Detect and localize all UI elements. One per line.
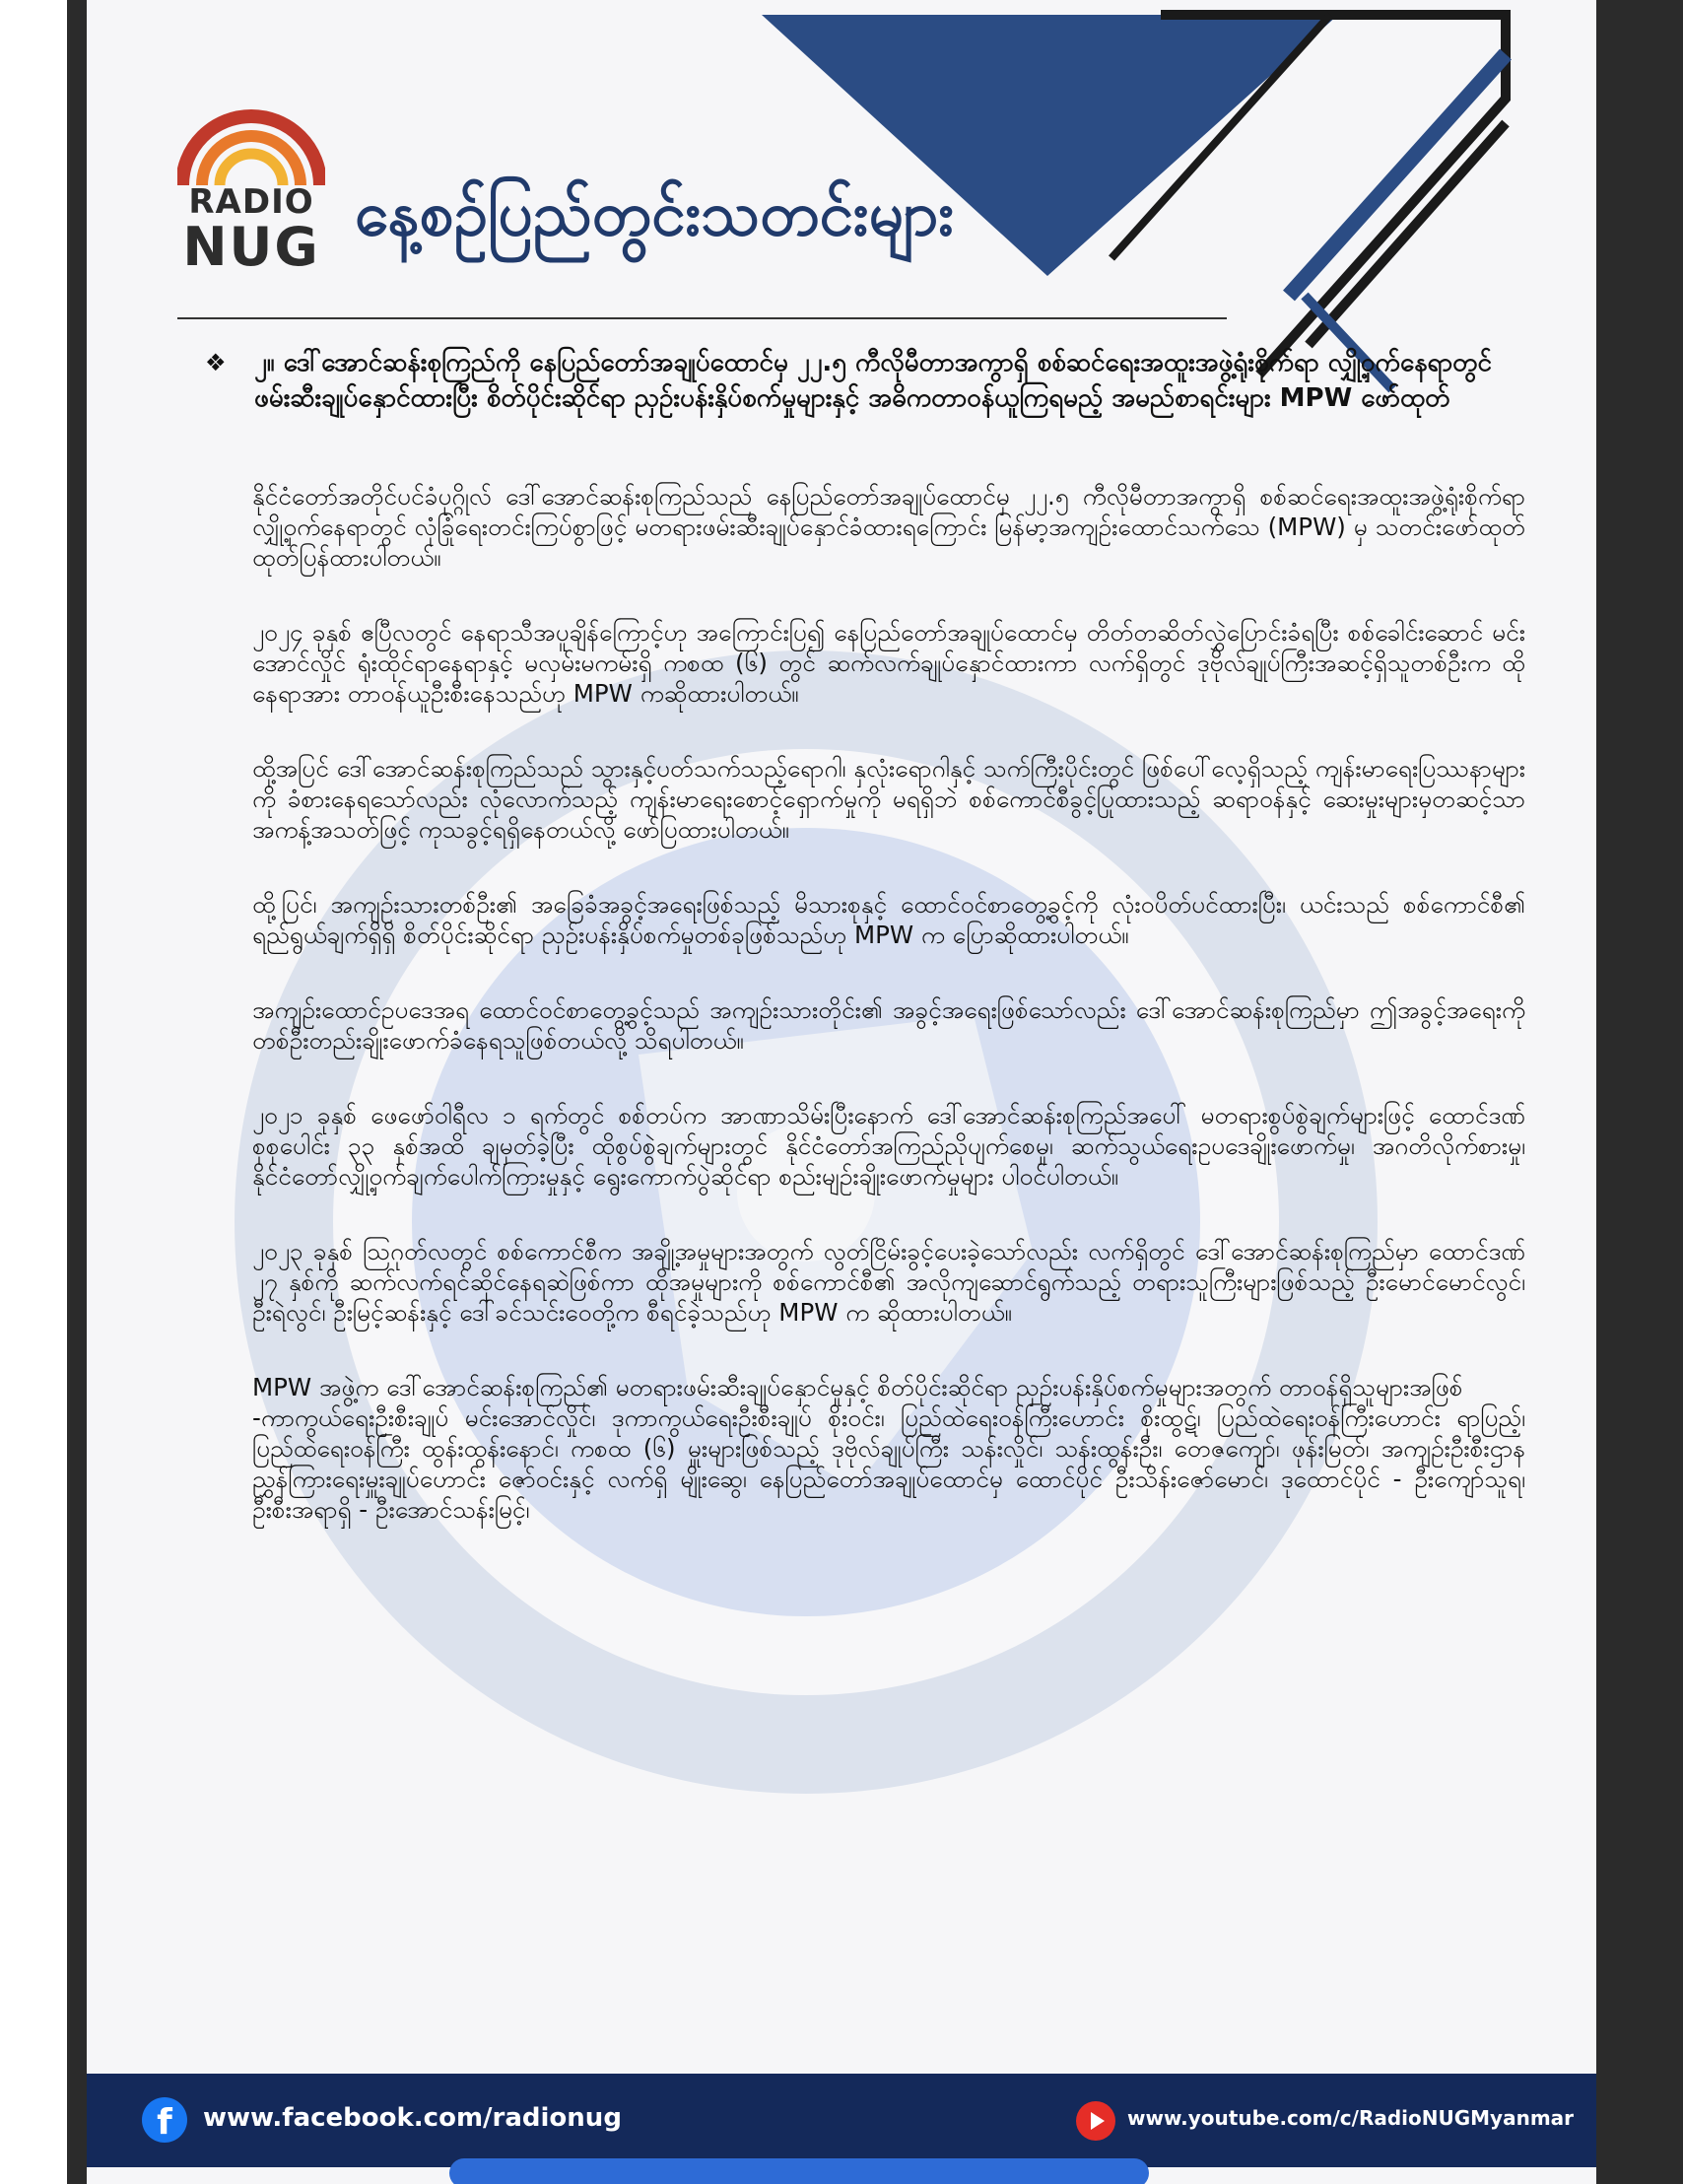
rainbow-logo-icon (177, 108, 325, 187)
diamond-bullet-icon: ❖ (205, 349, 227, 376)
paragraph-1: နိုင်ငံတော်အတိုင်ပင်ခံပုဂ္ဂိုလ် ဒေါ်အောင်ဆန်းစုကြည်သည် နေပြည်တော်အချုပ်ထောင်မှ ၂၂.၅ ကီလိုမီတာအကွာရှိ စစ်ဆင်ရေးအထူးအဖွဲ့ရုံးစိုက်ရာ လျှို့ဝှက်နေရာတွင် လုံခြုံရေးတင်းကြပ်စွာဖြင့် မတရားဖမ်းဆီးချုပ်နှောင်ခံထားရကြောင်း မြန်မာ့အကျဉ်းထောင်သက်သေ (MPW) မှ သတင်းဖော်ထုတ် ထုတ်ပြန်ထားပါတယ်။ (252, 482, 1525, 572)
bottom-accent-bar (449, 2158, 1149, 2184)
youtube-link[interactable]: www.youtube.com/c/RadioNUGMyanmar (1127, 2106, 1575, 2130)
document-page (87, 0, 1596, 2184)
article-body (252, 481, 1525, 1525)
footer-bar (87, 2074, 1596, 2167)
paragraph-3: ထို့အပြင် ဒေါ်အောင်ဆန်းစုကြည်သည် သွားနှင့်ပတ်သက်သည့်ရောဂါ၊ နှလုံးရောဂါနှင့် သက်ကြီးပိုင်းတွင် ဖြစ်ပေါ်လေ့ရှိသည့် ကျန်းမာရေးပြဿနာများကို ခံစားနေရသော်လည်း လုံလောက်သည့် ကျန်းမာရေးစောင့်ရှောက်မှုကို မရရှိဘဲ စစ်ကောင်စီခွင့်ပြုထားသည့် ဆရာဝန်နှင့် ဆေးမှုးများမှတဆင့်သာ အကန့်အသတ်ဖြင့် ကုသခွင့်ရရှိနေတယ်လို့ ဖော်ပြထားပါတယ်။ (252, 754, 1525, 844)
facebook-icon[interactable]: f (142, 2097, 187, 2143)
logo-wordmark (177, 182, 325, 278)
paragraph-2: ၂၀၂၄ ခုနှစ် ဧပြီလတွင် နေရာသီအပူချိန်ကြောင့်ဟု အကြောင်းပြ၍ နေပြည်တော်အချုပ်ထောင်မှ တိတ်တဆိတ်လွှဲပြောင်းခံရပြီး စစ်ခေါင်းဆောင် မင်းအောင်လှိုင် ရုံးထိုင်ရာနေရာနှင့် မလှမ်းမကမ်းရှိ ကစထ (၆) တွင် ဆက်လက်ချုပ်နှောင်ထားကာ လက်ရှိတွင် ဒုဗိုလ်ချုပ်ကြီးအဆင့်ရှိသူတစ်ဦးက ထိုနေရာအား တာဝန်ယူဦးစီးနေသည်ဟု MPW ကဆိုထားပါတယ်။ (252, 618, 1525, 708)
youtube-icon[interactable] (1076, 2101, 1115, 2141)
page-title: နေ့စဉ်ပြည်တွင်းသတင်းများ (355, 177, 955, 249)
logo-nug-text: NUG (182, 216, 320, 278)
left-frame (0, 0, 67, 2184)
paragraph-7: ၂၀၂၃ ခုနှစ် ဩဂုတ်လတွင် စစ်ကောင်စီက အချို့အမှုများအတွက် လွတ်ငြိမ်းခွင့်ပေးခဲ့သော်လည်း လက်ရှိတွင် ဒေါ်အောင်ဆန်းစုကြည်မှာ ထောင်ဒဏ် ၂၇ နှစ်ကို ဆက်လက်ရင်ဆိုင်နေရဆဲဖြစ်ကာ ထိုအမှုများကို စစ်ကောင်စီ၏ အလိုကျဆောင်ရွက်သည့် တရားသူကြီးများဖြစ်သည့် ဦးမောင်မောင်လွင်၊ ဦးရဲလွင်၊ ဦးမြင့်ဆန်းနှင့် ဒေါ်ခင်သင်းဝေတို့က စီရင်ခဲ့သည်ဟု MPW က ဆိုထားပါတယ်။ (252, 1237, 1525, 1327)
paragraph-4: ထို့ပြင်၊ အကျဉ်းသားတစ်ဦး၏ အခြေခံအခွင့်အရေးဖြစ်သည့် မိသားစုနှင့် ထောင်ဝင်စာတွေ့ခွင့်ကို လုံးဝပိတ်ပင်ထားပြီး၊ ယင်းသည် စစ်ကောင်စီ၏ ရည်ရွယ်ချက်ရှိရှိ စိတ်ပိုင်းဆိုင်ရာ ညှဉ်းပန်းနှိပ်စက်မှုတစ်ခုဖြစ်သည်ဟု MPW က ပြောဆိုထားပါတယ်။ (252, 890, 1525, 949)
paragraph-5: အကျဉ်းထောင်ဥပဒေအရ ထောင်ဝင်စာတွေ့ခွင့်သည် အကျဉ်းသားတိုင်း၏ အခွင့်အရေးဖြစ်သော်လည်း ဒေါ်အောင်ဆန်းစုကြည်မှာ ဤအခွင့်အရေးကို တစ်ဦးတည်းချိုးဖောက်ခံနေရသူဖြစ်တယ်လို့ သိရပါတယ်။ (252, 995, 1525, 1055)
paragraph-8: MPW အဖွဲ့က ဒေါ်အောင်ဆန်းစုကြည်၏ မတရားဖမ်းဆီးချုပ်နှောင်မှုနှင့် စိတ်ပိုင်းဆိုင်ရာ ညှဉ်းပန်းနှိပ်စက်မှုများအတွက် တာဝန်ရှိသူများအဖြစ် (252, 1373, 1463, 1401)
paragraph-responsible-list: -ကာကွယ်ရေးဦးစီးချုပ် မင်းအောင်လှိုင်၊ ဒုကာကွယ်ရေးဦးစီးချုပ် စိုးဝင်း၊ ပြည်ထဲရေးဝန်ကြီးဟောင်း စိုးထွဋ်၊ ပြည်ထဲရေးဝန်ကြီးဟောင်း ရာပြည့်၊ ပြည်ထဲရေးဝန်ကြီး ထွန်းထွန်းနောင်၊ ကစထ (၆) မှူးများဖြစ်သည့် ဒုဗိုလ်ချုပ်ကြီး သန်းလှိုင်၊ သန်းထွန်းဦး၊ တေဇကျော်၊ ဖုန်းမြတ်၊ အကျဉ်းဦးစီးဌာန ညွှန်ကြားရေးမှူးချုပ်ဟောင်း ဇော်ဝင်းနှင့် လက်ရှိ မျိုးဆွေ၊ နေပြည်တော်အချုပ်ထောင်မှ ထောင်ပိုင် ဦးသိန်းဇော်မောင်၊ ဒုထောင်ပိုင် - ဦးကျော်သူရ၊ ဦးစီးအရာရှိ - ဦးအောင်သန်းမြင့်၊ (252, 1403, 1525, 1524)
header-divider (177, 317, 1227, 319)
radio-nug-logo (177, 108, 325, 281)
headline-text: ၂။ ဒေါ်အောင်ဆန်းစုကြည်ကို နေပြည်တော်အချုပ်ထောင်မှ ၂၂.၅ ကီလိုမီတာအကွာရှိ စစ်ဆင်ရေးအထူးအဖွဲ့ရုံးစိုက်ရာ လျှို့ဝှက်နေရာတွင် ဖမ်းဆီးချုပ်နှောင်ထားပြီး စိတ်ပိုင်းဆိုင်ရာ ညှဉ်းပန်းနှိပ်စက်မှုများနှင့် အဓိကတာဝန်ယူကြရမည့် အမည်စာရင်းများ MPW ဖော်ထုတ် (254, 348, 1492, 413)
paragraph-6: ၂၀၂၁ ခုနှစ် ဖေဖော်ဝါရီလ ၁ ရက်တွင် စစ်တပ်က အာဏာသိမ်းပြီးနောက် ဒေါ်အောင်ဆန်းစုကြည်အပေါ် မတရားစွပ်စွဲချက်များဖြင့် ထောင်ဒဏ်စုစုပေါင်း ၃၃ နှစ်အထိ ချမှတ်ခဲ့ပြီး ထိုစွပ်စွဲချက်များတွင် နိုင်ငံတော်အကြည်ညိုပျက်စေမှု၊ ဆက်သွယ်ရေးဥပဒေချိုးဖောက်မှု၊ အဂတိလိုက်စားမှု၊ နိုင်ငံတော်လျှို့ဝှက်ချက်ပေါက်ကြားမှုနှင့် ရွေးကောက်ပွဲဆိုင်ရာ စည်းမျဉ်းချိုးဖောက်မှုများ ပါဝင်ပါတယ်။ (252, 1101, 1525, 1191)
news-headline (205, 345, 1506, 416)
logo-radio-text: RADIO (188, 182, 314, 222)
facebook-link[interactable]: www.facebook.com/radionug (203, 2103, 622, 2133)
